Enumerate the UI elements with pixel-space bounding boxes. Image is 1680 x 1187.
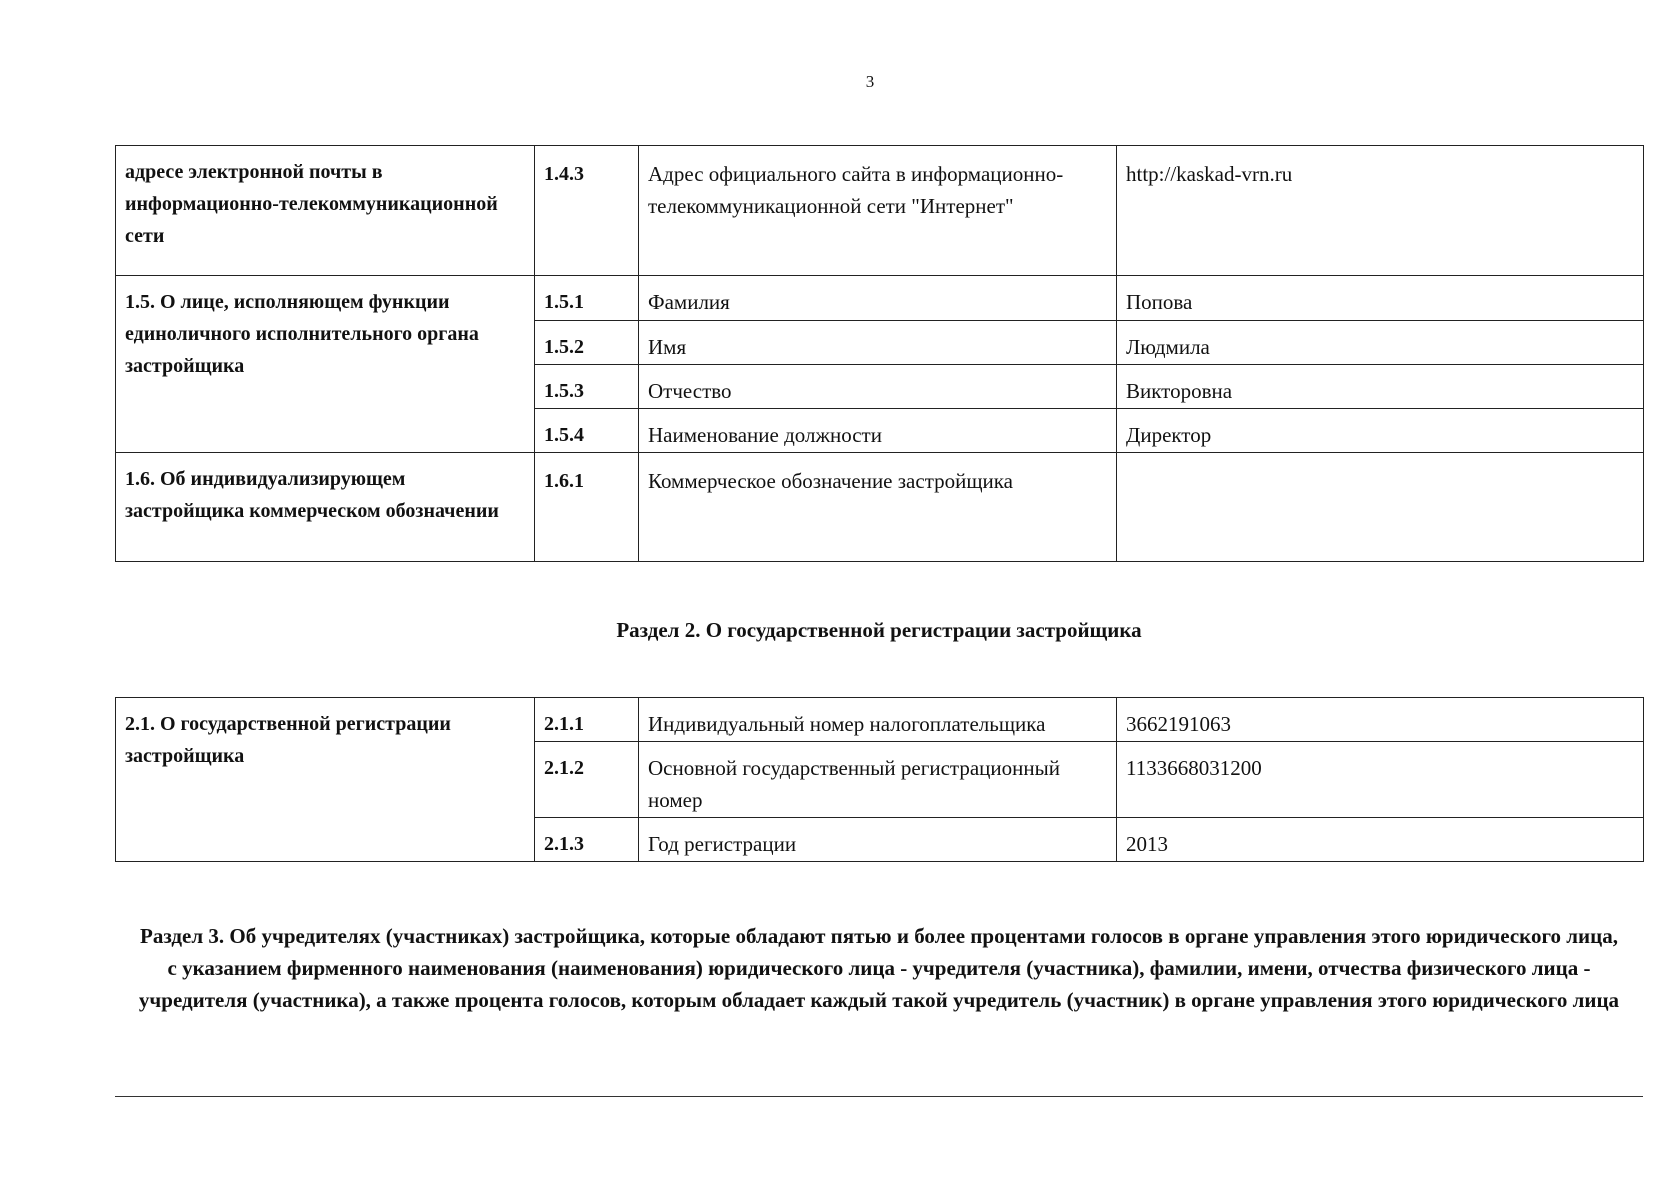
value-cell: 2013 bbox=[1117, 818, 1644, 862]
section-2-heading: Раздел 2. О государственной регистрации застройщика bbox=[616, 618, 1142, 642]
code-cell: 1.5.2 bbox=[535, 321, 639, 365]
section-cell: адресе электронной почты в информационно-телекоммуникационной сети bbox=[116, 146, 535, 276]
code-cell: 1.6.1 bbox=[535, 453, 639, 562]
label-cell: Год регистрации bbox=[639, 818, 1117, 862]
value-cell: Людмила bbox=[1117, 321, 1644, 365]
section-cell: 1.5. О лице, исполняющем функции единоличного исполнительного органа застройщика bbox=[116, 276, 535, 453]
table-row bbox=[116, 276, 1644, 321]
registration-table bbox=[115, 697, 1644, 862]
value-cell: 3662191063 bbox=[1117, 698, 1644, 742]
label-cell: Отчество bbox=[639, 365, 1117, 409]
label-cell: Коммерческое обозначение застройщика bbox=[639, 453, 1117, 562]
value-cell: 1133668031200 bbox=[1117, 742, 1644, 818]
code-cell: 1.5.3 bbox=[535, 365, 639, 409]
label-cell: Имя bbox=[639, 321, 1117, 365]
code-cell: 1.5.1 bbox=[535, 276, 639, 321]
bottom-divider bbox=[115, 1096, 1643, 1097]
value-cell bbox=[1117, 453, 1644, 562]
table-row bbox=[116, 698, 1644, 742]
section-cell: 1.6. Об индивидуализирующем застройщика коммерческом обозначении bbox=[116, 453, 535, 562]
code-cell: 2.1.1 bbox=[535, 698, 639, 742]
code-cell: 2.1.2 bbox=[535, 742, 639, 818]
code-cell: 2.1.3 bbox=[535, 818, 639, 862]
value-cell: Директор bbox=[1117, 409, 1644, 453]
value-cell: Попова bbox=[1117, 276, 1644, 321]
label-cell: Основной государственный регистрационный номер bbox=[639, 742, 1117, 818]
section-3-heading: Раздел 3. Об учредителях (участниках) застройщика, которые обладают пятью и более процентами голосов в органе управления этого юридического лица, с указанием фирменного наименования (наименования) юридического лица - учредителя (участника), фамилии, имени, отчества физического лица - учредителя (участника), а также процента голосов, которым обладает каждый такой учредитель (участник) в органе управления этого юридического лица bbox=[138, 924, 1620, 1012]
value-cell: Викторовна bbox=[1117, 365, 1644, 409]
page-number: 3 bbox=[865, 72, 875, 91]
label-cell: Наименование должности bbox=[639, 409, 1117, 453]
code-cell: 1.5.4 bbox=[535, 409, 639, 453]
label-cell: Фамилия bbox=[639, 276, 1117, 321]
label-cell: Адрес официального сайта в информационно-телекоммуникационной сети "Интернет" bbox=[639, 146, 1117, 276]
section-cell: 2.1. О государственной регистрации застройщика bbox=[116, 698, 535, 862]
table-row bbox=[116, 453, 1644, 562]
developer-info-table bbox=[115, 145, 1644, 562]
label-cell: Индивидуальный номер налогоплательщика bbox=[639, 698, 1117, 742]
code-cell: 1.4.3 bbox=[535, 146, 639, 276]
value-cell: http://kaskad-vrn.ru bbox=[1117, 146, 1644, 276]
table-row bbox=[116, 146, 1644, 276]
